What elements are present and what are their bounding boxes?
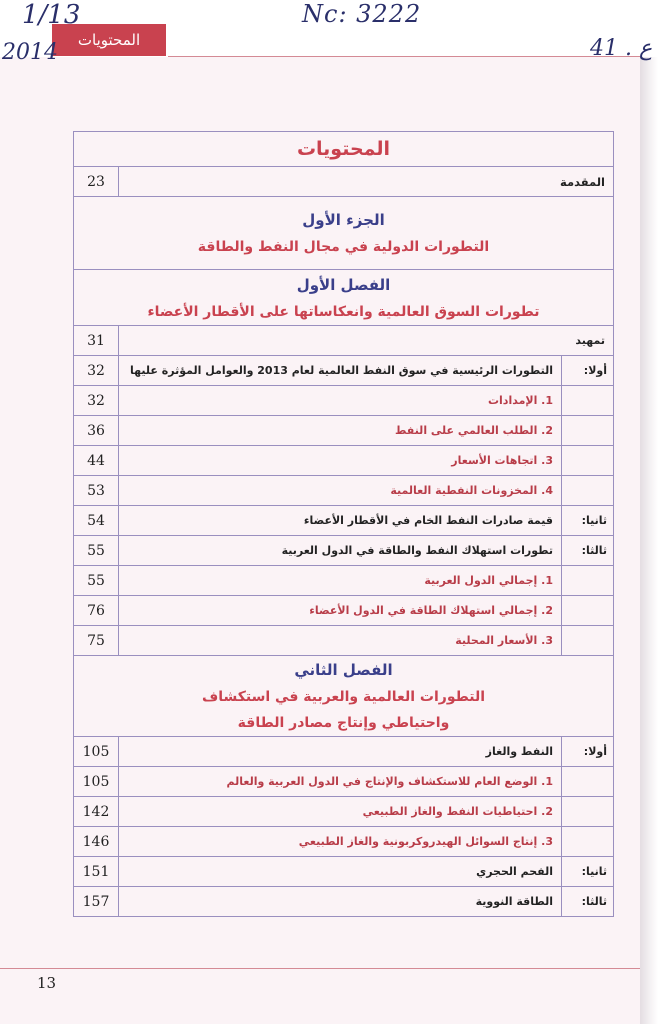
entry-marker (562, 797, 614, 827)
chapter2-entries (74, 737, 614, 917)
chapter2-heading (74, 656, 614, 737)
entry-text: تطورات استهلاك النفط والطاقة في الدول العربية (119, 536, 562, 566)
chapter1-subtitle: تطورات السوق العالمية وانعكاساتها على الأقطار الأعضاء (147, 303, 540, 320)
handwritten-note-right: 41 . ع (590, 36, 653, 61)
toc-entry-row (74, 326, 614, 356)
toc-entry-row (74, 476, 614, 506)
toc-entry-row (74, 887, 614, 917)
entry-marker: ثالثا: (562, 887, 614, 917)
entry-text: 4. المخزونات النفطية العالمية (119, 476, 562, 506)
entry-page: 142 (74, 797, 119, 827)
toc-entry-row (74, 536, 614, 566)
entry-page: 53 (74, 476, 119, 506)
entry-marker (562, 476, 614, 506)
entry-page: 32 (74, 386, 119, 416)
part-heading (74, 197, 614, 270)
entry-marker: ثانيا: (562, 506, 614, 536)
entry-page: 31 (74, 326, 119, 356)
entry-page: 44 (74, 446, 119, 476)
toc-entry-row (74, 626, 614, 656)
entry-marker (562, 767, 614, 797)
entry-text: 1. الإمدادات (119, 386, 562, 416)
entry-text: 3. إنتاج السوائل الهيدروكربونية والغاز الطبيعي (119, 827, 562, 857)
entry-text: 2. إجمالي استهلاك الطاقة في الدول الأعضاء (119, 596, 562, 626)
entry-page: 146 (74, 827, 119, 857)
entry-page: 75 (74, 626, 119, 656)
entry-text: 3. الأسعار المحلية (119, 626, 562, 656)
top-rule (168, 56, 640, 57)
entry-page: 105 (74, 737, 119, 767)
part-subtitle: التطورات الدولية في مجال النفط والطاقة (197, 239, 490, 255)
chapter2-subtitle-2: واحتياطي وإنتاج مصادر الطاقة (237, 715, 450, 731)
toc-entry-row (74, 827, 614, 857)
entry-marker (562, 446, 614, 476)
page-edge (640, 0, 658, 1024)
entry-marker (562, 596, 614, 626)
chapter1-entries (74, 326, 614, 656)
entry-page: 157 (74, 887, 119, 917)
chapter2-subtitle-1: التطورات العالمية والعربية في استكشاف (201, 689, 486, 705)
toc-entry-row (74, 446, 614, 476)
chapter2-title: الفصل الثاني (294, 661, 393, 679)
handwritten-note-left-1: 1/13 (22, 0, 81, 30)
entry-page: 36 (74, 416, 119, 446)
entry-text: 1. الوضع العام للاستكشاف والإنتاج في الدول العربية والعالم (119, 767, 562, 797)
toc-entry-row (74, 386, 614, 416)
entry-page: 54 (74, 506, 119, 536)
toc-entry-row (74, 767, 614, 797)
toc-header-row (74, 132, 614, 167)
entry-text: النفط والغاز (119, 737, 562, 767)
toc-entry-row (74, 506, 614, 536)
handwritten-note-top: Nc: 3222 (302, 0, 422, 28)
entry-text: الفحم الحجري (119, 857, 562, 887)
entry-marker (562, 566, 614, 596)
entry-text: 2. احتياطيات النفط والغاز الطبيعي (119, 797, 562, 827)
entry-page: 105 (74, 767, 119, 797)
section-tab: المحتويات (52, 24, 166, 56)
entry-marker: ثالثا: (562, 536, 614, 566)
toc-title: المحتويات (296, 138, 391, 160)
entry-page: 76 (74, 596, 119, 626)
toc-entry-row (74, 356, 614, 386)
intro-page: 23 (74, 167, 119, 197)
toc-entry-row (74, 566, 614, 596)
toc-entry-row (74, 596, 614, 626)
toc-entry-row (74, 797, 614, 827)
entry-text: 2. الطلب العالمي على النفط (119, 416, 562, 446)
entry-text: قيمة صادرات النفط الخام في الأقطار الأعضاء (119, 506, 562, 536)
entry-marker (562, 827, 614, 857)
part-title: الجزء الأول (302, 211, 385, 229)
toc-intro-row (74, 167, 614, 197)
entry-page: 55 (74, 566, 119, 596)
toc-entry-row (74, 737, 614, 767)
intro-label: المقدمة (119, 167, 614, 197)
entry-marker (562, 386, 614, 416)
table-of-contents (73, 131, 614, 917)
bottom-rule (0, 968, 640, 969)
entry-page: 151 (74, 857, 119, 887)
toc-entry-row (74, 416, 614, 446)
chapter1-title: الفصل الأول (296, 275, 391, 294)
entry-marker (562, 626, 614, 656)
entry-marker (562, 416, 614, 446)
entry-marker: أولا: (562, 356, 614, 386)
entry-marker: ثانيا: (562, 857, 614, 887)
entry-text: الطاقة النووية (119, 887, 562, 917)
entry-page: 32 (74, 356, 119, 386)
entry-text: تمهيد (119, 326, 614, 356)
handwritten-note-left-2: 2014 (2, 40, 58, 65)
entry-text: التطورات الرئيسية في سوق النفط العالمية لعام 2013 والعوامل المؤثرة عليها (119, 356, 562, 386)
page-number: 13 (37, 974, 57, 992)
entry-page: 55 (74, 536, 119, 566)
entry-text: 1. إجمالي الدول العربية (119, 566, 562, 596)
entry-text: 3. اتجاهات الأسعار (119, 446, 562, 476)
chapter1-heading (74, 270, 614, 326)
entry-marker: أولا: (562, 737, 614, 767)
toc-entry-row (74, 857, 614, 887)
